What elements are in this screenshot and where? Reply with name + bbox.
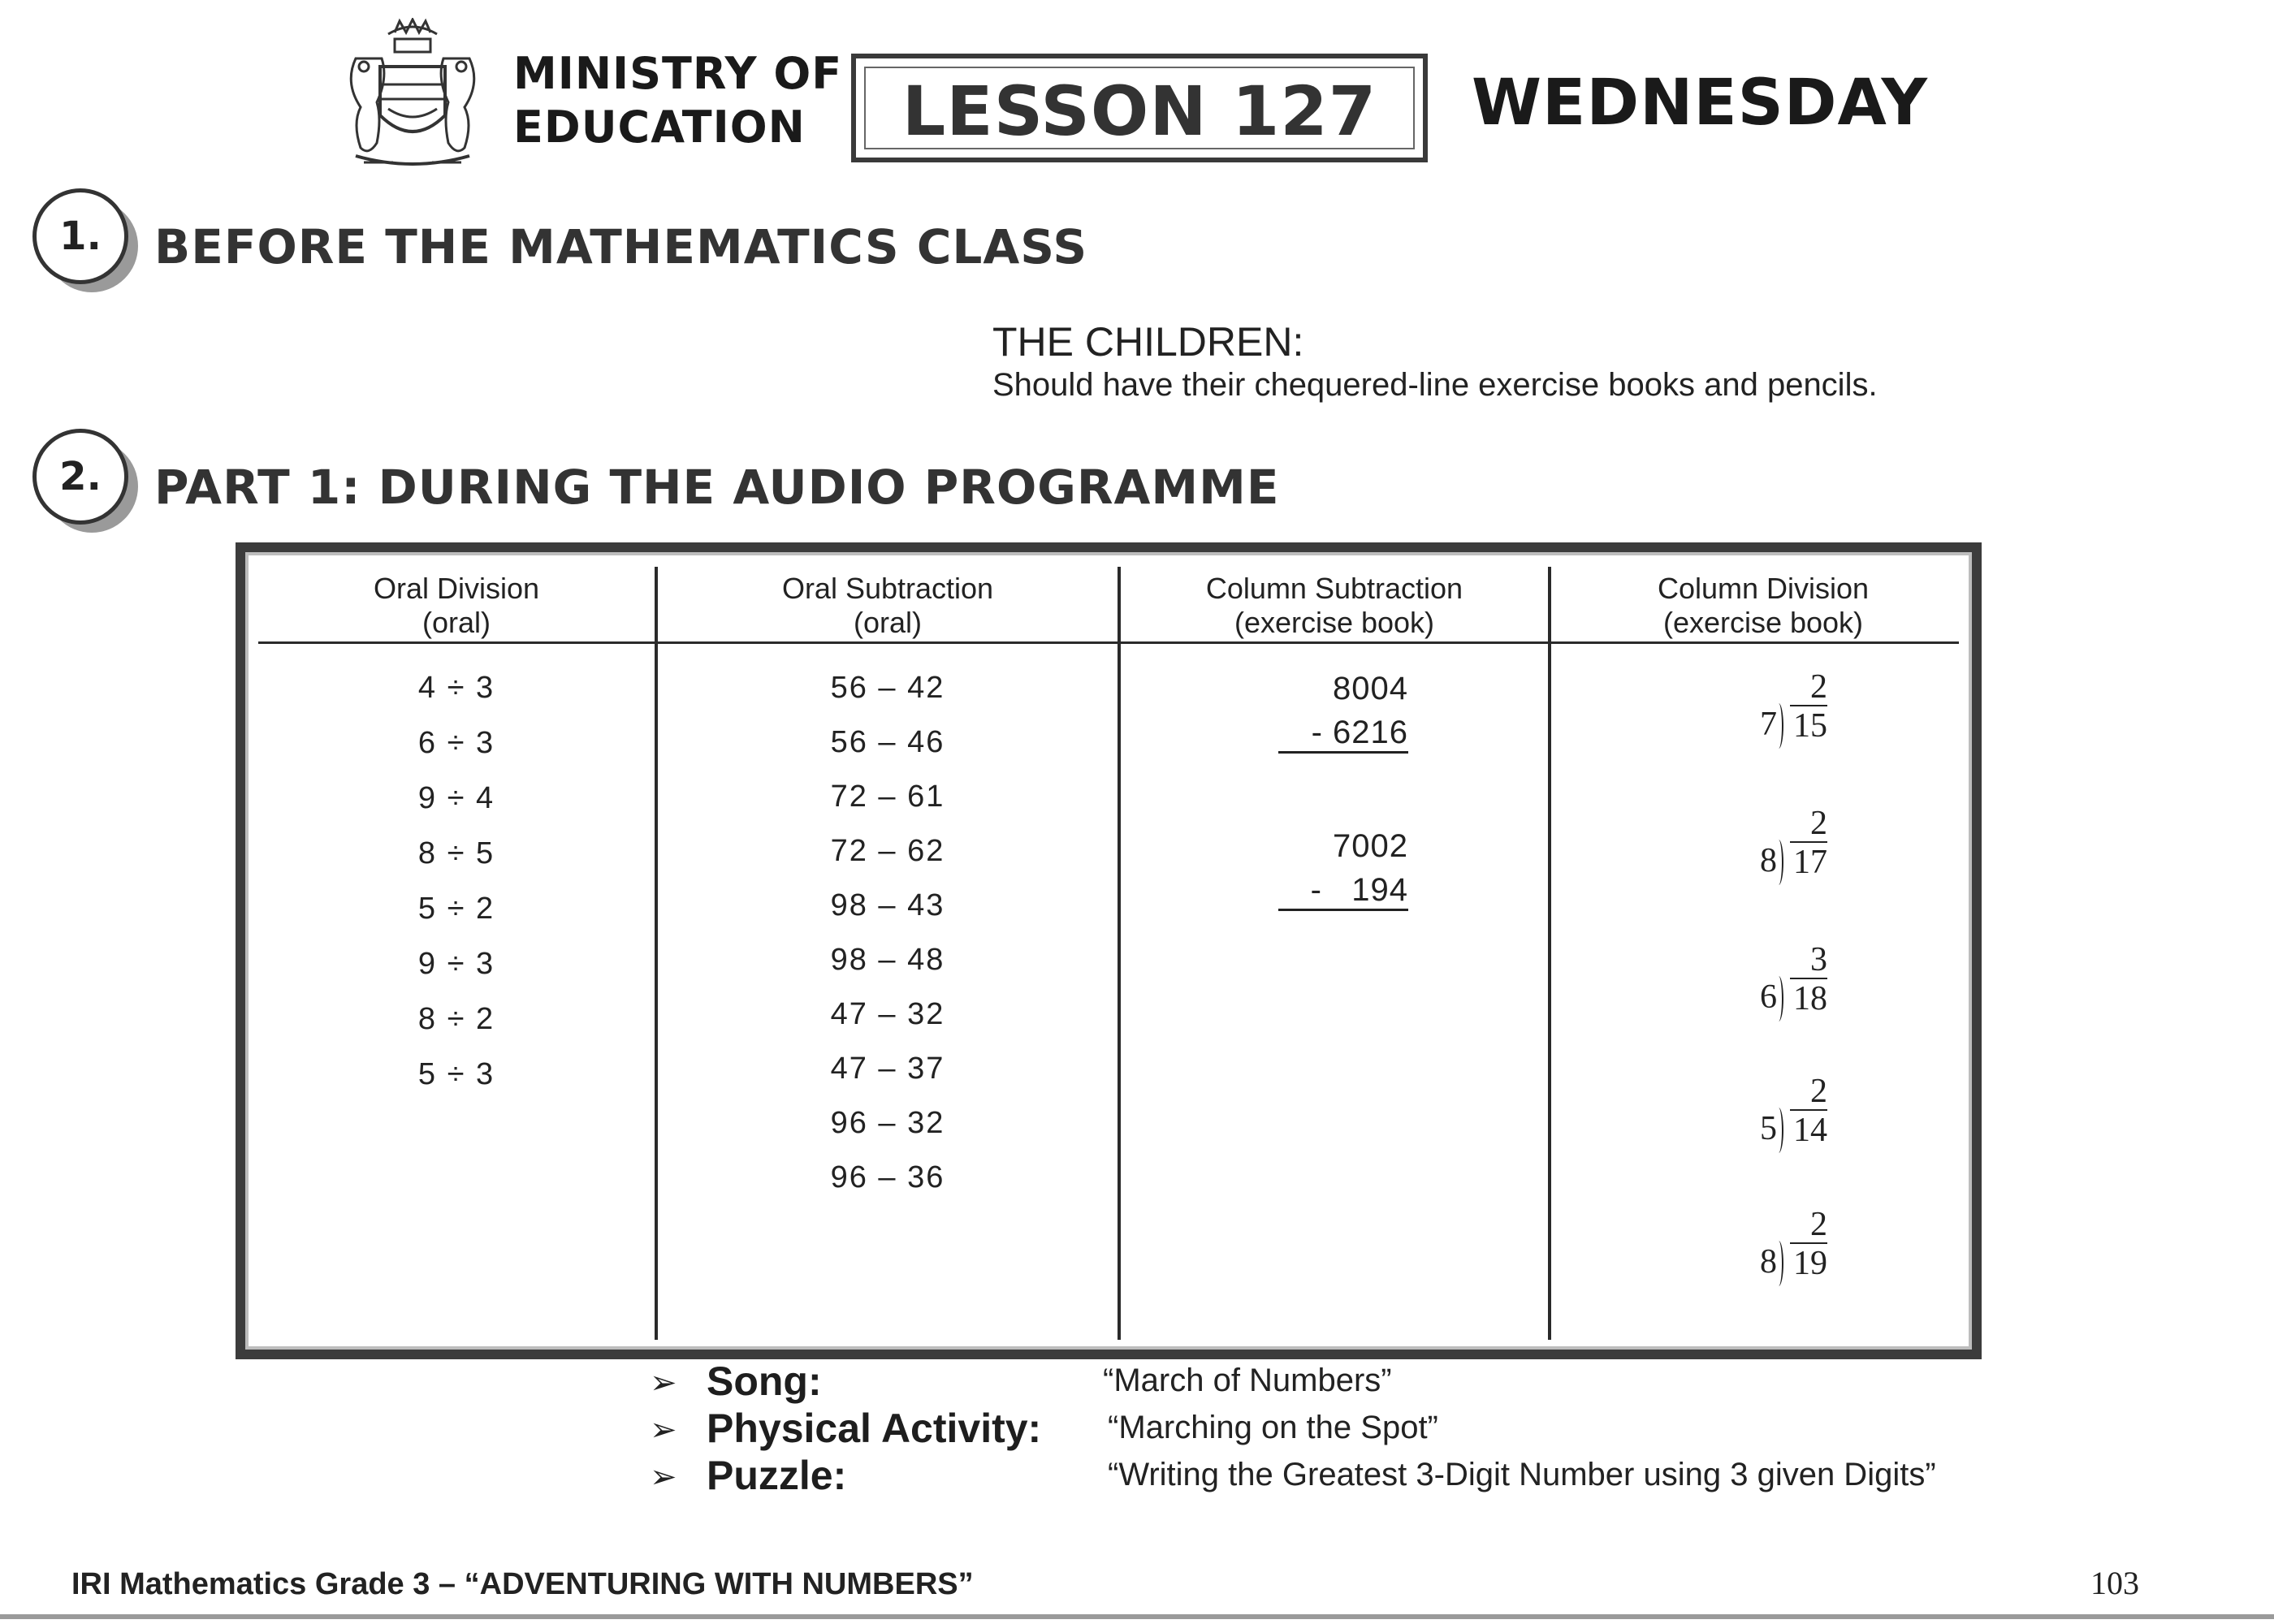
column-subtraction-bottom: - 194 — [1278, 872, 1408, 911]
column-divider — [1118, 567, 1121, 1340]
activity-value: “Marching on the Spot” — [1108, 1410, 1438, 1445]
division-dividend: 19 — [1790, 1242, 1827, 1283]
column-division-item — [1741, 1205, 1839, 1294]
section2-number: 2. — [59, 454, 102, 499]
division-dividend: 14 — [1790, 1109, 1827, 1150]
oral-subtraction-item: 72 – 61 — [830, 780, 945, 814]
oral-division-item: 5 ÷ 2 — [417, 892, 495, 926]
lesson-table-inner — [245, 552, 1972, 1350]
children-label: THE CHILDREN: — [992, 319, 1304, 365]
header-line: Column Division — [1657, 572, 1870, 605]
activity-label: Puzzle: — [707, 1453, 847, 1498]
oral-division-item: 5 ÷ 3 — [417, 1057, 495, 1091]
division-dividend: 17 — [1790, 841, 1827, 882]
header-oral-subtraction — [658, 572, 1118, 640]
column-subtraction-bottom: - 6216 — [1278, 715, 1408, 754]
division-divisor: 8 — [1760, 842, 1777, 879]
section2-number-badge — [32, 429, 128, 525]
oral-division-item: 8 ÷ 2 — [417, 1002, 495, 1036]
header-line: (exercise book) — [1234, 606, 1435, 639]
oral-subtraction-item: 47 – 32 — [830, 997, 945, 1031]
oral-subtraction-item: 98 – 43 — [830, 888, 945, 922]
oral-subtraction-item: 56 – 42 — [830, 671, 945, 705]
column-division-item — [1741, 667, 1839, 757]
division-divisor: 8 — [1760, 1243, 1777, 1281]
division-bracket-icon — [1774, 840, 1783, 885]
oral-subtraction-item: 96 – 32 — [830, 1106, 945, 1140]
division-quotient: 2 — [1810, 1073, 1827, 1110]
division-bracket-icon — [1774, 1241, 1783, 1286]
arrow-bullet-icon: ➢ — [650, 1365, 677, 1401]
column-division-item — [1741, 804, 1839, 893]
section2-title: PART 1: DURING THE AUDIO PROGRAMME — [154, 460, 1280, 515]
arrow-bullet-icon: ➢ — [650, 1412, 677, 1448]
oral-division-item: 4 ÷ 3 — [417, 671, 495, 705]
oral-division-item: 8 ÷ 5 — [417, 836, 495, 870]
oral-division-item: 9 ÷ 4 — [417, 781, 495, 815]
oral-division-item: 9 ÷ 3 — [417, 947, 495, 981]
header-line: (exercise book) — [1662, 606, 1864, 639]
children-text: Should have their chequered-line exercise books and pencils. — [992, 367, 1878, 403]
coat-of-arms-icon — [331, 18, 494, 180]
column-subtraction-top: 8004 — [1333, 671, 1408, 706]
ministry-line2: EDUCATION — [513, 102, 806, 153]
lesson-day: WEDNESDAY — [1472, 67, 1928, 140]
activity-value: “Writing the Greatest 3-Digit Number using 3 given Digits” — [1108, 1457, 1936, 1492]
division-divisor: 7 — [1760, 706, 1777, 743]
division-divisor: 5 — [1760, 1110, 1777, 1147]
section1-title: BEFORE THE MATHEMATICS CLASS — [154, 219, 1088, 274]
division-quotient: 2 — [1810, 668, 1827, 706]
arrow-bullet-icon: ➢ — [650, 1459, 677, 1495]
section1-number-badge — [32, 188, 128, 284]
column-divider — [1548, 567, 1551, 1340]
division-quotient: 2 — [1810, 805, 1827, 842]
lesson-table — [236, 542, 1982, 1359]
column-division-item — [1741, 940, 1839, 1030]
division-bracket-icon — [1774, 703, 1783, 749]
division-quotient: 2 — [1810, 1206, 1827, 1243]
division-dividend: 15 — [1790, 705, 1827, 745]
division-divisor: 6 — [1760, 978, 1777, 1016]
lesson-box — [851, 54, 1428, 162]
header-column-division — [1551, 572, 1975, 640]
header-line: (oral) — [853, 606, 922, 639]
activity-label: Physical Activity: — [707, 1406, 1042, 1451]
header-line: Oral Subtraction — [781, 572, 994, 605]
division-dividend: 18 — [1790, 978, 1827, 1018]
oral-subtraction-item: 56 – 46 — [830, 725, 945, 759]
oral-division-item: 6 ÷ 3 — [417, 726, 495, 760]
header-line: Column Subtraction — [1205, 572, 1463, 605]
oral-subtraction-item: 96 – 36 — [830, 1160, 945, 1194]
header-line: Oral Division — [373, 572, 540, 605]
header-rule — [258, 641, 1959, 644]
lesson-number: LESSON 127 — [901, 71, 1377, 151]
division-quotient: 3 — [1810, 941, 1827, 978]
header-line: (oral) — [422, 606, 491, 639]
column-division-item — [1741, 1072, 1839, 1161]
division-bracket-icon — [1774, 1108, 1783, 1153]
header-oral-division — [258, 572, 655, 640]
bottom-rule — [0, 1614, 2274, 1619]
oral-subtraction-item: 47 – 37 — [830, 1052, 945, 1086]
division-bracket-icon — [1774, 976, 1783, 1021]
oral-subtraction-item: 72 – 62 — [830, 834, 945, 868]
ministry-title — [513, 47, 842, 154]
ministry-line1: MINISTRY OF — [513, 48, 843, 99]
page-number: 103 — [2090, 1565, 2139, 1601]
column-subtraction-top: 7002 — [1333, 828, 1408, 864]
footer-title: IRI Mathematics Grade 3 – “ADVENTURING WITH NUMBERS” — [71, 1567, 974, 1601]
activity-label: Song: — [707, 1358, 822, 1404]
activity-value: “March of Numbers” — [1103, 1363, 1392, 1398]
header-column-subtraction — [1121, 572, 1548, 640]
section1-number: 1. — [59, 214, 102, 259]
oral-subtraction-item: 98 – 48 — [830, 943, 945, 977]
